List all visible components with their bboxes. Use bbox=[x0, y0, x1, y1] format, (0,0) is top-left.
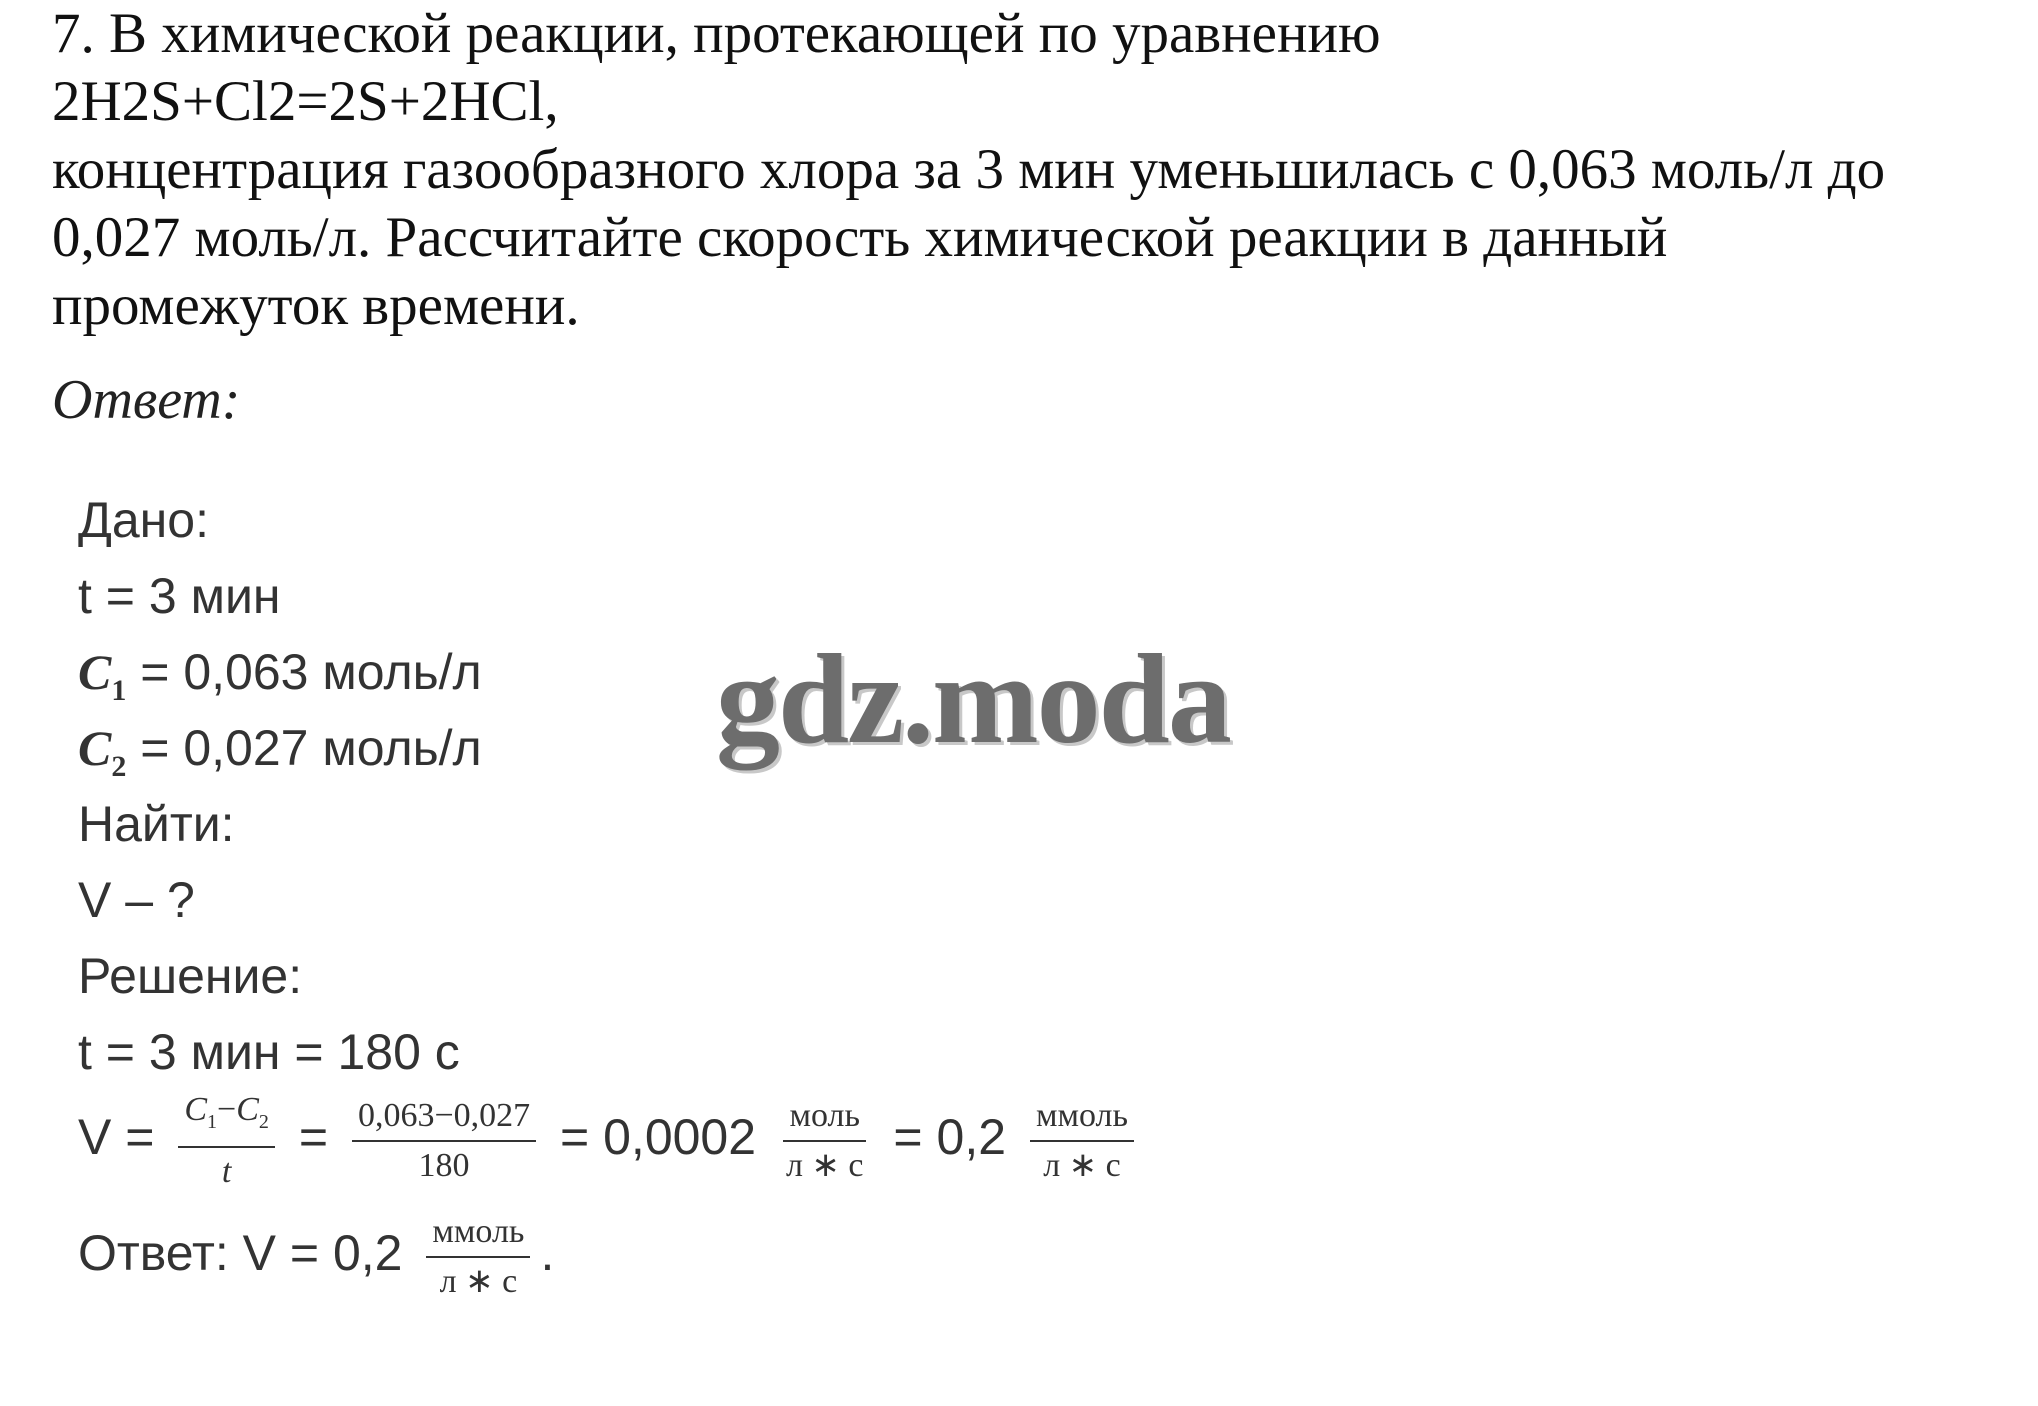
given-label: Дано: bbox=[78, 492, 209, 548]
given-time: t = 3 мин bbox=[78, 568, 281, 624]
problem-line-3: концентрация газообразного хлора за 3 мин уменьшилась с 0,063 моль/л до bbox=[52, 138, 1886, 201]
c2-symbol: $C_2$ bbox=[78, 720, 127, 783]
given-c2 bbox=[78, 718, 482, 783]
answer-unit-fraction: $\frac{\text{ммоль}}{л ∗ с}$ bbox=[426, 1212, 530, 1302]
find-label: Найти: bbox=[78, 796, 235, 852]
c2-value: = 0,027 моль/л bbox=[126, 720, 482, 776]
watermark-logo: gdz.moda bbox=[716, 628, 1230, 770]
formula-v-eq: V = bbox=[78, 1109, 155, 1166]
fraction-unit-mmol: $\frac{\text{ммоль}}{л ∗ с}$ bbox=[1030, 1096, 1134, 1186]
answer-suffix: . bbox=[540, 1225, 555, 1281]
fraction-symbolic: $\frac{C_1-C_2}{t}$ bbox=[178, 1090, 275, 1192]
formula-eq-2: = 0,0002 bbox=[560, 1109, 757, 1166]
c1-symbol: $C_1$ bbox=[78, 644, 127, 707]
problem-line-4: 0,027 моль/л. Рассчитайте скорость химической реакции в данный bbox=[52, 206, 1668, 269]
c1-value: = 0,063 моль/л bbox=[126, 644, 482, 700]
answer-prefix: Ответ: V = 0,2 bbox=[78, 1225, 403, 1281]
formula-eq-1: = bbox=[298, 1109, 329, 1166]
given-c1 bbox=[78, 642, 482, 707]
problem-text bbox=[52, 0, 2012, 340]
find-value: V – ? bbox=[78, 872, 195, 928]
fraction-numeric: $\frac{0,063-0,027}{180}$ bbox=[352, 1096, 536, 1186]
formula-eq-3: = 0,2 bbox=[893, 1109, 1007, 1166]
problem-line-1: 7. В химической реакции, протекающей по уравнению bbox=[52, 2, 1381, 65]
answer-heading: Ответ: bbox=[52, 369, 241, 431]
solution-label: Решение: bbox=[78, 948, 303, 1004]
final-answer bbox=[78, 1208, 554, 1298]
fraction-unit-mol: $\frac{\text{моль}}{л ∗ с}$ bbox=[780, 1096, 870, 1186]
problem-line-5: промежуток времени. bbox=[52, 274, 580, 337]
rate-formula bbox=[78, 1090, 1144, 1190]
problem-line-2: 2H2S+Cl2=2S+2HCl, bbox=[52, 70, 559, 133]
time-conversion: t = 3 мин = 180 с bbox=[78, 1024, 460, 1080]
